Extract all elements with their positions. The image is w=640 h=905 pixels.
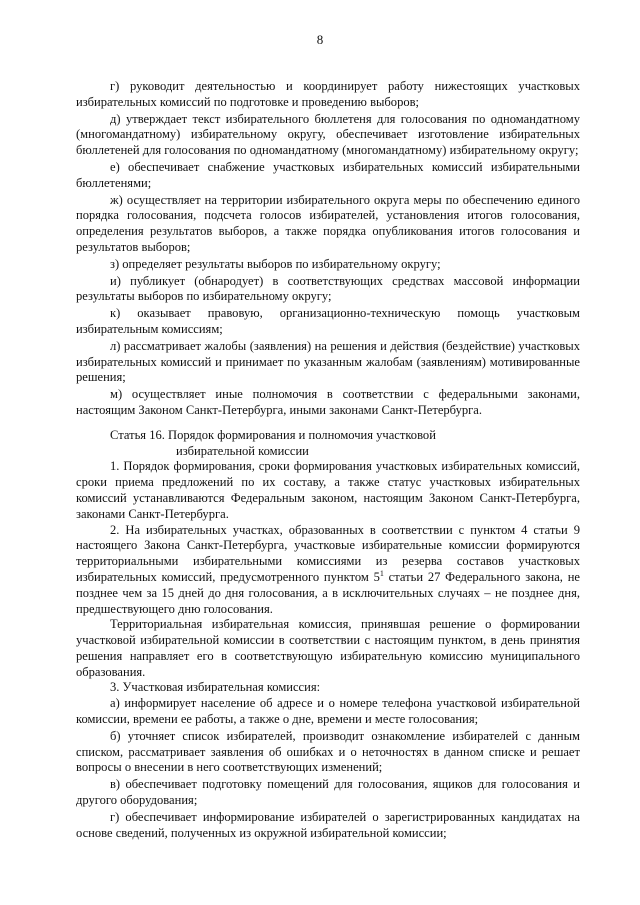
list-item: м) осуществляет иные полномочия в соответствии с федеральными законами, настоящим Законом Санкт-Петербурга, иными законами Санкт-Петербурга. — [76, 387, 580, 417]
list-item: г) обеспечивает информирование избирателей о зарегистрированных кандидатах на основе сведений, полученных из окружной избирательной комиссии; — [76, 809, 580, 840]
article-paragraph-2-text: 2. На избирательных участках, образованных в соответствии с пунктом 4 статьи 9 настоящего Закона Санкт-Петербурга, участковые избирательные комиссии формируются территориальными избирательными комиссиями из резерва составов участковых избирательных комиссий, предусмотренного пунктом 5 — [76, 522, 580, 584]
footnote-superscript: 1 — [379, 568, 384, 578]
list-item: в) обеспечивает подготовку помещений для голосования, ящиков для голосования и другого оборудования; — [76, 777, 580, 808]
article-paragraph-4: 3. Участковая избирательная комиссия: — [110, 680, 321, 695]
article-heading-line2: избирательной комиссии — [176, 443, 309, 458]
list-item: ж) осуществляет на территории избирательного округа меры по обеспечению единого порядка голосования, подсчета голосов избирателей, установления итогов голосования, определения результатов выборов, а также порядка опубликования итогов голосования и результатов выборов; — [76, 192, 580, 254]
article-heading — [76, 428, 580, 460]
article-paragraph-2-text-cont: статьи 27 Федерального закона, не позднее чем за 15 дней до дня голосования, а в исключительных случаях – не позднее дня, предшествующего дню голосования. — [76, 569, 580, 616]
list-item: л) рассматривает жалобы (заявления) на решения и действия (бездействие) участковых избирательных комиссий и принимает по указанным жалобам (заявлениям) мотивированные решения; — [76, 338, 580, 385]
list-item: е) обеспечивает снабжение участковых избирательных комиссий избирательными бюллетенями; — [76, 159, 580, 190]
article-heading-line1: Статья 16. Порядок формирования и полномочия участковой — [110, 427, 436, 442]
page-number: 8 — [316, 32, 324, 47]
commission-powers-list-part1 — [76, 79, 580, 419]
article-paragraph-3: Территориальная избирательная комиссия, принявшая решение о формировании участковой избирательной комиссии в соответствии с настоящим пунктом, в день принятия решения направляет его в соответствующую избирательную комиссию муниципального образования. — [76, 617, 580, 679]
list-item: з) определяет результаты выборов по избирательному округу; — [110, 256, 441, 271]
article-paragraph-1: 1. Порядок формирования, сроки формирования участковых избирательных комиссий, сроки приема предложений по их составу, а также статус участковых избирательных комиссий устанавливаются Федеральным законом, настоящим Законом Санкт-Петербурга, законами Санкт-Петербурга. — [76, 459, 580, 521]
list-item: б) уточняет список избирателей, производит ознакомление избирателей с данным списком, рассматривает заявления об ошибках и о неточностях в данном списке и решает вопросы о внесении в него соответствующих изменений; — [76, 728, 580, 775]
list-item: г) руководит деятельностью и координирует работу нижестоящих участковых избирательных комиссий по подготовке и проведению выборов; — [76, 79, 580, 109]
article-paragraph-2 — [76, 523, 580, 618]
list-item: и) публикует (обнародует) в соответствующих средствах массовой информации результаты выборов по избирательному округу; — [76, 273, 580, 304]
precinct-commission-duties-list — [76, 696, 580, 841]
document-body — [76, 79, 580, 841]
list-item: д) утверждает текст избирательного бюллетеня для голосования по одномандатному (многомандатному) избирательному округу, обеспечивает изготовление избирательных бюллетеней для голосования по одномандатному (многомандатному) избирательному округу; — [76, 111, 580, 158]
list-item: а) информирует население об адресе и о номере телефона участковой избирательной комиссии, времени ее работы, а также о дне, времени и месте голосования; — [76, 696, 580, 727]
list-item: к) оказывает правовую, организационно-техническую помощь участковым избирательным комиссиям; — [76, 306, 580, 336]
